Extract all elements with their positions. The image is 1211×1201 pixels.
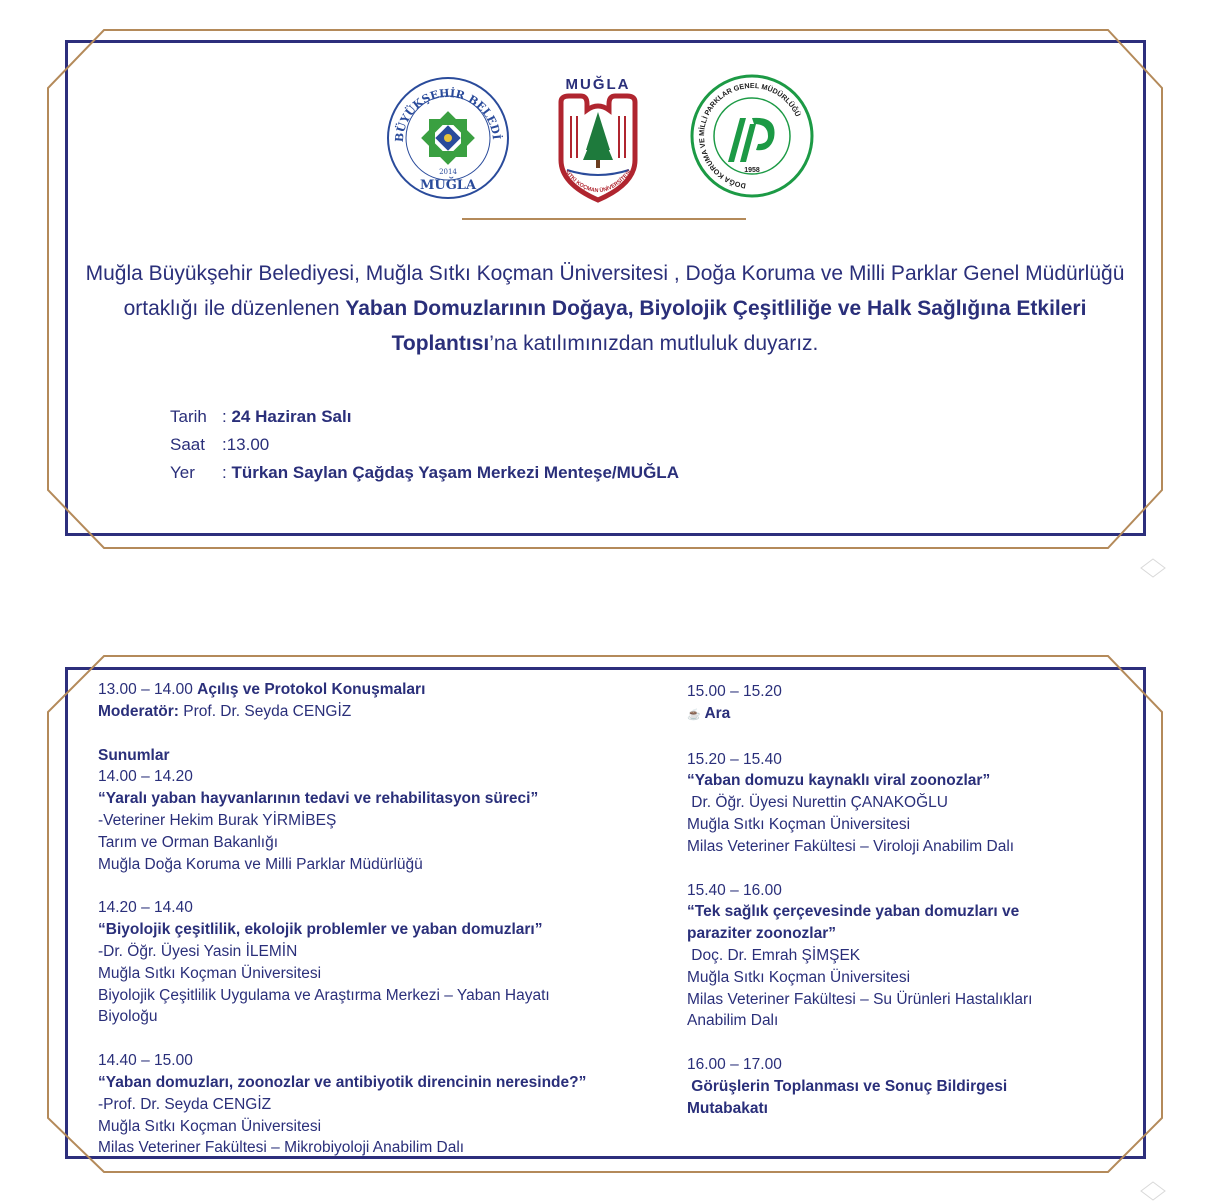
meeting-title: Yaban Domuzlarının Doğaya, Biyolojik Çeşitliliğe ve Halk Sağlığına Etkileri Toplantısı xyxy=(345,297,1087,355)
break-title: Ara xyxy=(704,704,731,722)
talk2-time: 14.20 – 14.40 xyxy=(98,899,193,917)
opening-title: Açılış ve Protokol Konuşmaları xyxy=(197,681,426,698)
moderator-label: Moderatör: xyxy=(98,702,179,720)
closing-title-line1: Görüşlerin Toplanması ve Sonuç Bildirgesi xyxy=(687,1077,1008,1095)
talk5-org2: Milas Veteriner Fakültesi – Su Ürünleri Hastalıkları xyxy=(687,990,1033,1008)
buyuksehir-year: 2014 xyxy=(439,168,457,176)
closing-title-line2: Mutabakatı xyxy=(687,1099,768,1117)
talk5-title-line2: paraziter zoonozlar” xyxy=(687,925,836,943)
program-left-column xyxy=(98,679,658,1159)
place-row: Yer : Türkan Saylan Çağdaş Yaşam Merkezi Menteşe/MUĞLA xyxy=(170,459,679,487)
talk2-org2: Biyolojik Çeşitlilik Uygulama ve Araştırma Merkezi – Yaban Hayatı xyxy=(98,986,550,1004)
coffee-icon: ☕ xyxy=(687,708,701,721)
talk5-title-line1: “Tek sağlık çerçevesinde yaban domuzları ve xyxy=(687,903,1020,921)
talk4-org2: Milas Veteriner Fakültesi – Viroloji Anabilim Dalı xyxy=(687,837,1015,855)
diamond-ornament-bottom xyxy=(1140,1181,1166,1201)
talk5-time: 15.40 – 16.00 xyxy=(687,881,782,899)
talk2-org1: Muğla Sıtkı Koçman Üniversitesi xyxy=(98,964,322,982)
talk2-speaker: -Dr. Öğr. Üyesi Yasin İLEMİN xyxy=(98,942,298,960)
date-label: Tarih xyxy=(170,407,207,426)
talk4-speaker: Dr. Öğr. Üyesi Nurettin ÇANAKOĞLU xyxy=(687,794,948,812)
talk3-time: 14.40 – 15.00 xyxy=(98,1052,193,1070)
talk3-org2: Milas Veteriner Fakültesi – Mikrobiyoloji Anabilim Dalı xyxy=(98,1139,465,1157)
time-value: :13.00 xyxy=(222,435,270,454)
university-arc-text: SITKI KOÇMAN ÜNİVERSİTESİ xyxy=(563,169,633,195)
talk3-speaker: -Prof. Dr. Seyda CENGİZ xyxy=(98,1095,272,1113)
talk2-org3: Biyoloğu xyxy=(98,1008,158,1026)
talk4-title: “Yaban domuzu kaynaklı viral zoonozlar” xyxy=(687,772,991,790)
talk1-time: 14.00 – 14.20 xyxy=(98,768,193,786)
program-right-column xyxy=(687,681,1127,1120)
opening-time: 13.00 – 14.00 xyxy=(98,681,193,698)
place-value: Türkan Saylan Çağdaş Yaşam Merkezi Menteşe/MUĞLA xyxy=(231,463,679,482)
talk1-speaker: -Veteriner Hekim Burak YİRMİBEŞ xyxy=(98,811,337,829)
presentations-heading: Sunumlar xyxy=(98,746,170,764)
talk4-org1: Muğla Sıtkı Koçman Üniversitesi xyxy=(687,815,911,833)
talk3-title: “Yaban domuzları, zoonozlar ve antibiyotik direncinin neresinde?” xyxy=(98,1073,587,1091)
talk1-org1: Tarım ve Orman Bakanlığı xyxy=(98,833,279,851)
university-title: MUĞLA xyxy=(565,76,631,93)
dkmp-year: 1958 xyxy=(744,167,760,174)
invitation-text-part1: Muğla Büyükşehir Belediyesi, Muğla Sıtkı Koçman Üniversitesi , Doğa Koruma ve Milli Parklar Genel Müdürlüğü ortaklığı ile düzenlenen xyxy=(85,262,1125,320)
talk4-time: 15.20 – 15.40 xyxy=(687,750,782,768)
talk5-speaker: Doç. Dr. Emrah ŞİMŞEK xyxy=(687,946,861,964)
talk1-title: “Yaralı yaban hayvanlarının tedavi ve rehabilitasyon süreci” xyxy=(98,790,539,808)
talk5-org3: Anabilim Dalı xyxy=(687,1012,779,1030)
date-value: 24 Haziran Salı xyxy=(231,407,352,426)
talk3-org1: Muğla Sıtkı Koçman Üniversitesi xyxy=(98,1117,322,1135)
talk1-org2: Muğla Doğa Koruma ve Milli Parklar Müdürlüğü xyxy=(98,855,423,873)
closing-time: 16.00 – 17.00 xyxy=(687,1056,782,1074)
talk5-org1: Muğla Sıtkı Koçman Üniversitesi xyxy=(687,968,911,986)
moderator-name: Prof. Dr. Seyda CENGİZ xyxy=(183,702,352,720)
time-label: Saat xyxy=(170,435,205,454)
date-row: Tarih : 24 Haziran Salı xyxy=(170,403,679,431)
break-time: 15.00 – 15.20 xyxy=(687,683,782,700)
buyuksehir-arc-text: BÜYÜKŞEHİR BELEDİ xyxy=(392,86,503,143)
dkmp-arc-text: DOĞA KORUMA VE MİLLİ PARKLAR GENEL MÜDÜRLÜĞÜ xyxy=(696,80,803,191)
talk2-title: “Biyolojik çeşitlilik, ekolojik problemler ve yaban domuzları” xyxy=(98,921,543,939)
invitation-text-part2: ’na katılımınızdan mutluluk duyarız. xyxy=(489,332,819,355)
buyuksehir-city: MUĞLA xyxy=(419,178,477,193)
place-label: Yer xyxy=(170,463,195,482)
